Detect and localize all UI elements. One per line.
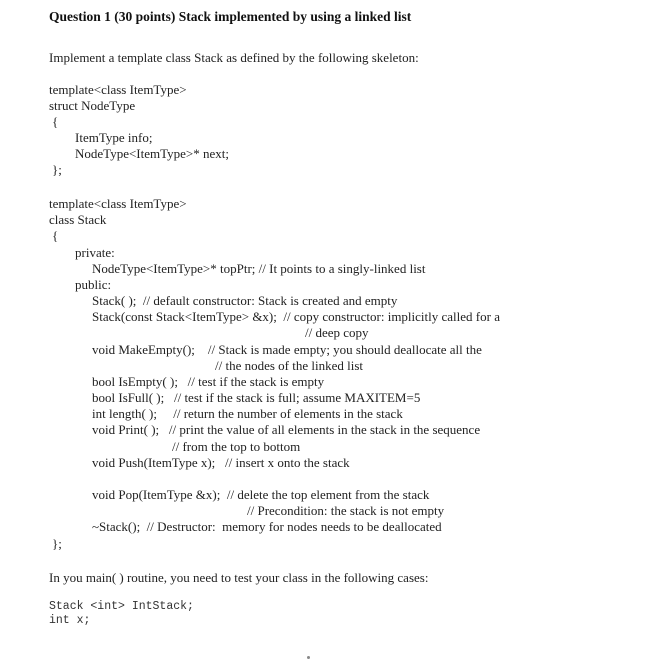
member-line: void Print( ); // print the value of all elements in the stack in the sequence — [92, 422, 481, 437]
code-line: struct NodeType — [49, 98, 136, 113]
member-line: Stack( ); // default constructor: Stack is created and empty — [92, 293, 398, 308]
code-line: Stack <int> IntStack; — [49, 600, 194, 613]
intro-text: Implement a template class Stack as defined by the following skeleton: — [49, 50, 419, 65]
member-line: Stack(const Stack<ItemType> &x); // copy constructor: implicitly called for a — [92, 309, 500, 324]
test-intro-text: In you main( ) routine, you need to test your class in the following cases: — [49, 570, 429, 585]
member-comment: // from the top to bottom — [172, 439, 301, 454]
member-line: bool IsFull( ); // test if the stack is full; assume MAXITEM=5 — [92, 390, 421, 405]
code-line: NodeType<ItemType>* topPtr; // It points to a singly-linked list — [92, 261, 426, 276]
code-line: }; — [52, 162, 62, 177]
member-line: ~Stack(); // Destructor: memory for nodes needs to be deallocated — [92, 519, 442, 534]
member-line: bool IsEmpty( ); // test if the stack is empty — [92, 374, 325, 389]
code-line: template<class ItemType> — [49, 82, 187, 97]
member-line: void Pop(ItemType &x); // delete the top element from the stack — [92, 487, 430, 502]
code-line: { — [52, 114, 59, 129]
code-line: class Stack — [49, 212, 107, 227]
member-line: void MakeEmpty(); // Stack is made empty; you should deallocate all the — [92, 342, 482, 357]
member-comment: // deep copy — [305, 325, 369, 340]
public-label: public: — [75, 277, 112, 292]
member-line: void Push(ItemType x); // insert x onto the stack — [92, 455, 350, 470]
member-line: int length( ); // return the number of elements in the stack — [92, 406, 403, 421]
code-line: template<class ItemType> — [49, 196, 187, 211]
private-label: private: — [75, 245, 115, 260]
member-comment: // the nodes of the linked list — [215, 358, 364, 373]
member-comment: // Precondition: the stack is not empty — [247, 503, 445, 518]
code-line: }; — [52, 536, 62, 551]
code-line: NodeType<ItemType>* next; — [75, 146, 229, 161]
code-line: ItemType info; — [75, 130, 153, 145]
question-title: Question 1 (30 points) Stack implemented by using a linked list — [49, 9, 412, 24]
code-line: int x; — [49, 614, 91, 627]
code-line: { — [52, 228, 59, 243]
scan-dot — [307, 656, 310, 659]
